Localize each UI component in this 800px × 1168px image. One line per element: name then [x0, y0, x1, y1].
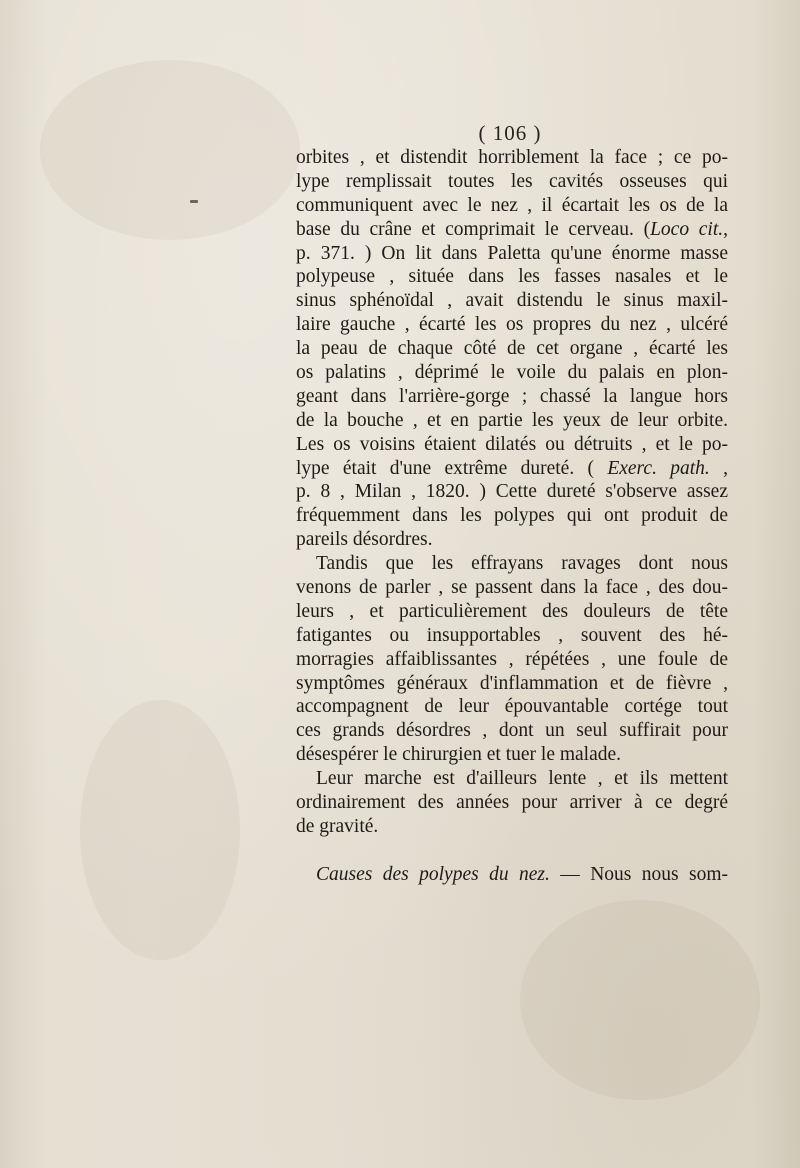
text-line: laire gauche , écarté les os propres du nez , ulcéré	[296, 314, 728, 336]
text-line: de gravité.	[296, 815, 379, 837]
text-fragment: Nous nous som-	[590, 863, 728, 885]
text-line: Tandis que les effrayans ravages dont nous	[316, 553, 728, 575]
text-line: p. 371. ) On lit dans Paletta qu'une énorme masse	[296, 242, 728, 264]
text-line: Leur marche est d'ailleurs lente , et ils mettent	[316, 768, 728, 790]
text-line: fatigantes ou insupportables , souvent des hé-	[296, 624, 728, 646]
text-line: ces grands désordres , dont un seul suffirait pour	[296, 720, 728, 742]
paper-stain	[40, 60, 300, 240]
citation: Exerc. path.	[607, 457, 710, 479]
text-line: désespérer le chirurgien et tuer le malade.	[296, 744, 622, 766]
text-line: de la bouche , et en partie les yeux de leur orbite.	[296, 409, 728, 431]
text-line: pareils désordres.	[296, 529, 433, 551]
text-line: p. 8 , Milan , 1820. ) Cette dureté s'observe assez	[296, 481, 728, 503]
text-line: la peau de chaque côté de cet organe , écarté les	[296, 338, 728, 360]
paper-stain	[80, 700, 240, 960]
text-line: lype remplissait toutes les cavités osseuses qui	[296, 170, 728, 192]
text-line: fréquemment dans les polypes qui ont produit de	[296, 505, 728, 527]
text-fragment: base du crâne et comprimait le cerveau. (	[296, 218, 651, 240]
paper-stain	[520, 900, 760, 1100]
text-line	[296, 457, 728, 481]
text-line: geant dans l'arrière-gorge ; chassé la langue hors	[296, 385, 728, 407]
text-fragment: lype était d'une extrême dureté. (	[296, 457, 595, 479]
text-line: polypeuse , située dans les fasses nasales et le	[296, 266, 728, 288]
citation: Loco cit.	[650, 218, 724, 240]
text-line: communiquent avec le nez , il écartait les os de la	[296, 194, 728, 216]
text-line	[296, 218, 728, 242]
text-line: orbites , et distendit horriblement la face ; ce po-	[296, 147, 728, 168]
text-line: symptômes généraux d'inflammation et de fièvre ,	[296, 672, 728, 694]
text-line: leurs , et particulièrement des douleurs de tête	[296, 600, 728, 622]
text-line: accompagnent de leur épouvantable cortége tout	[296, 696, 728, 718]
text-fragment: ,	[723, 218, 728, 240]
text-line: morragies affaiblissantes , répétées , une foule de	[296, 648, 728, 670]
text-line: ordinairement des années pour arriver à ce degré	[296, 792, 728, 814]
text-fragment: ,	[723, 457, 728, 479]
text-line: Les os voisins étaient dilatés ou détruits , et le po-	[296, 433, 728, 455]
page-text	[296, 146, 728, 887]
section-heading: Causes des polypes du nez.	[316, 863, 550, 885]
text-line: os palatins , déprimé le voile du palais en plon-	[296, 362, 728, 384]
em-dash: —	[549, 863, 591, 885]
text-line: sinus sphénoïdal , avait distendu le sinus maxil-	[296, 290, 728, 312]
text-line: venons de parler , se passent dans la face , des dou-	[296, 577, 728, 599]
section-heading-line	[296, 863, 728, 887]
section-gap	[296, 839, 728, 863]
ink-mark	[190, 200, 198, 203]
page-number: ( 106 )	[478, 121, 542, 145]
